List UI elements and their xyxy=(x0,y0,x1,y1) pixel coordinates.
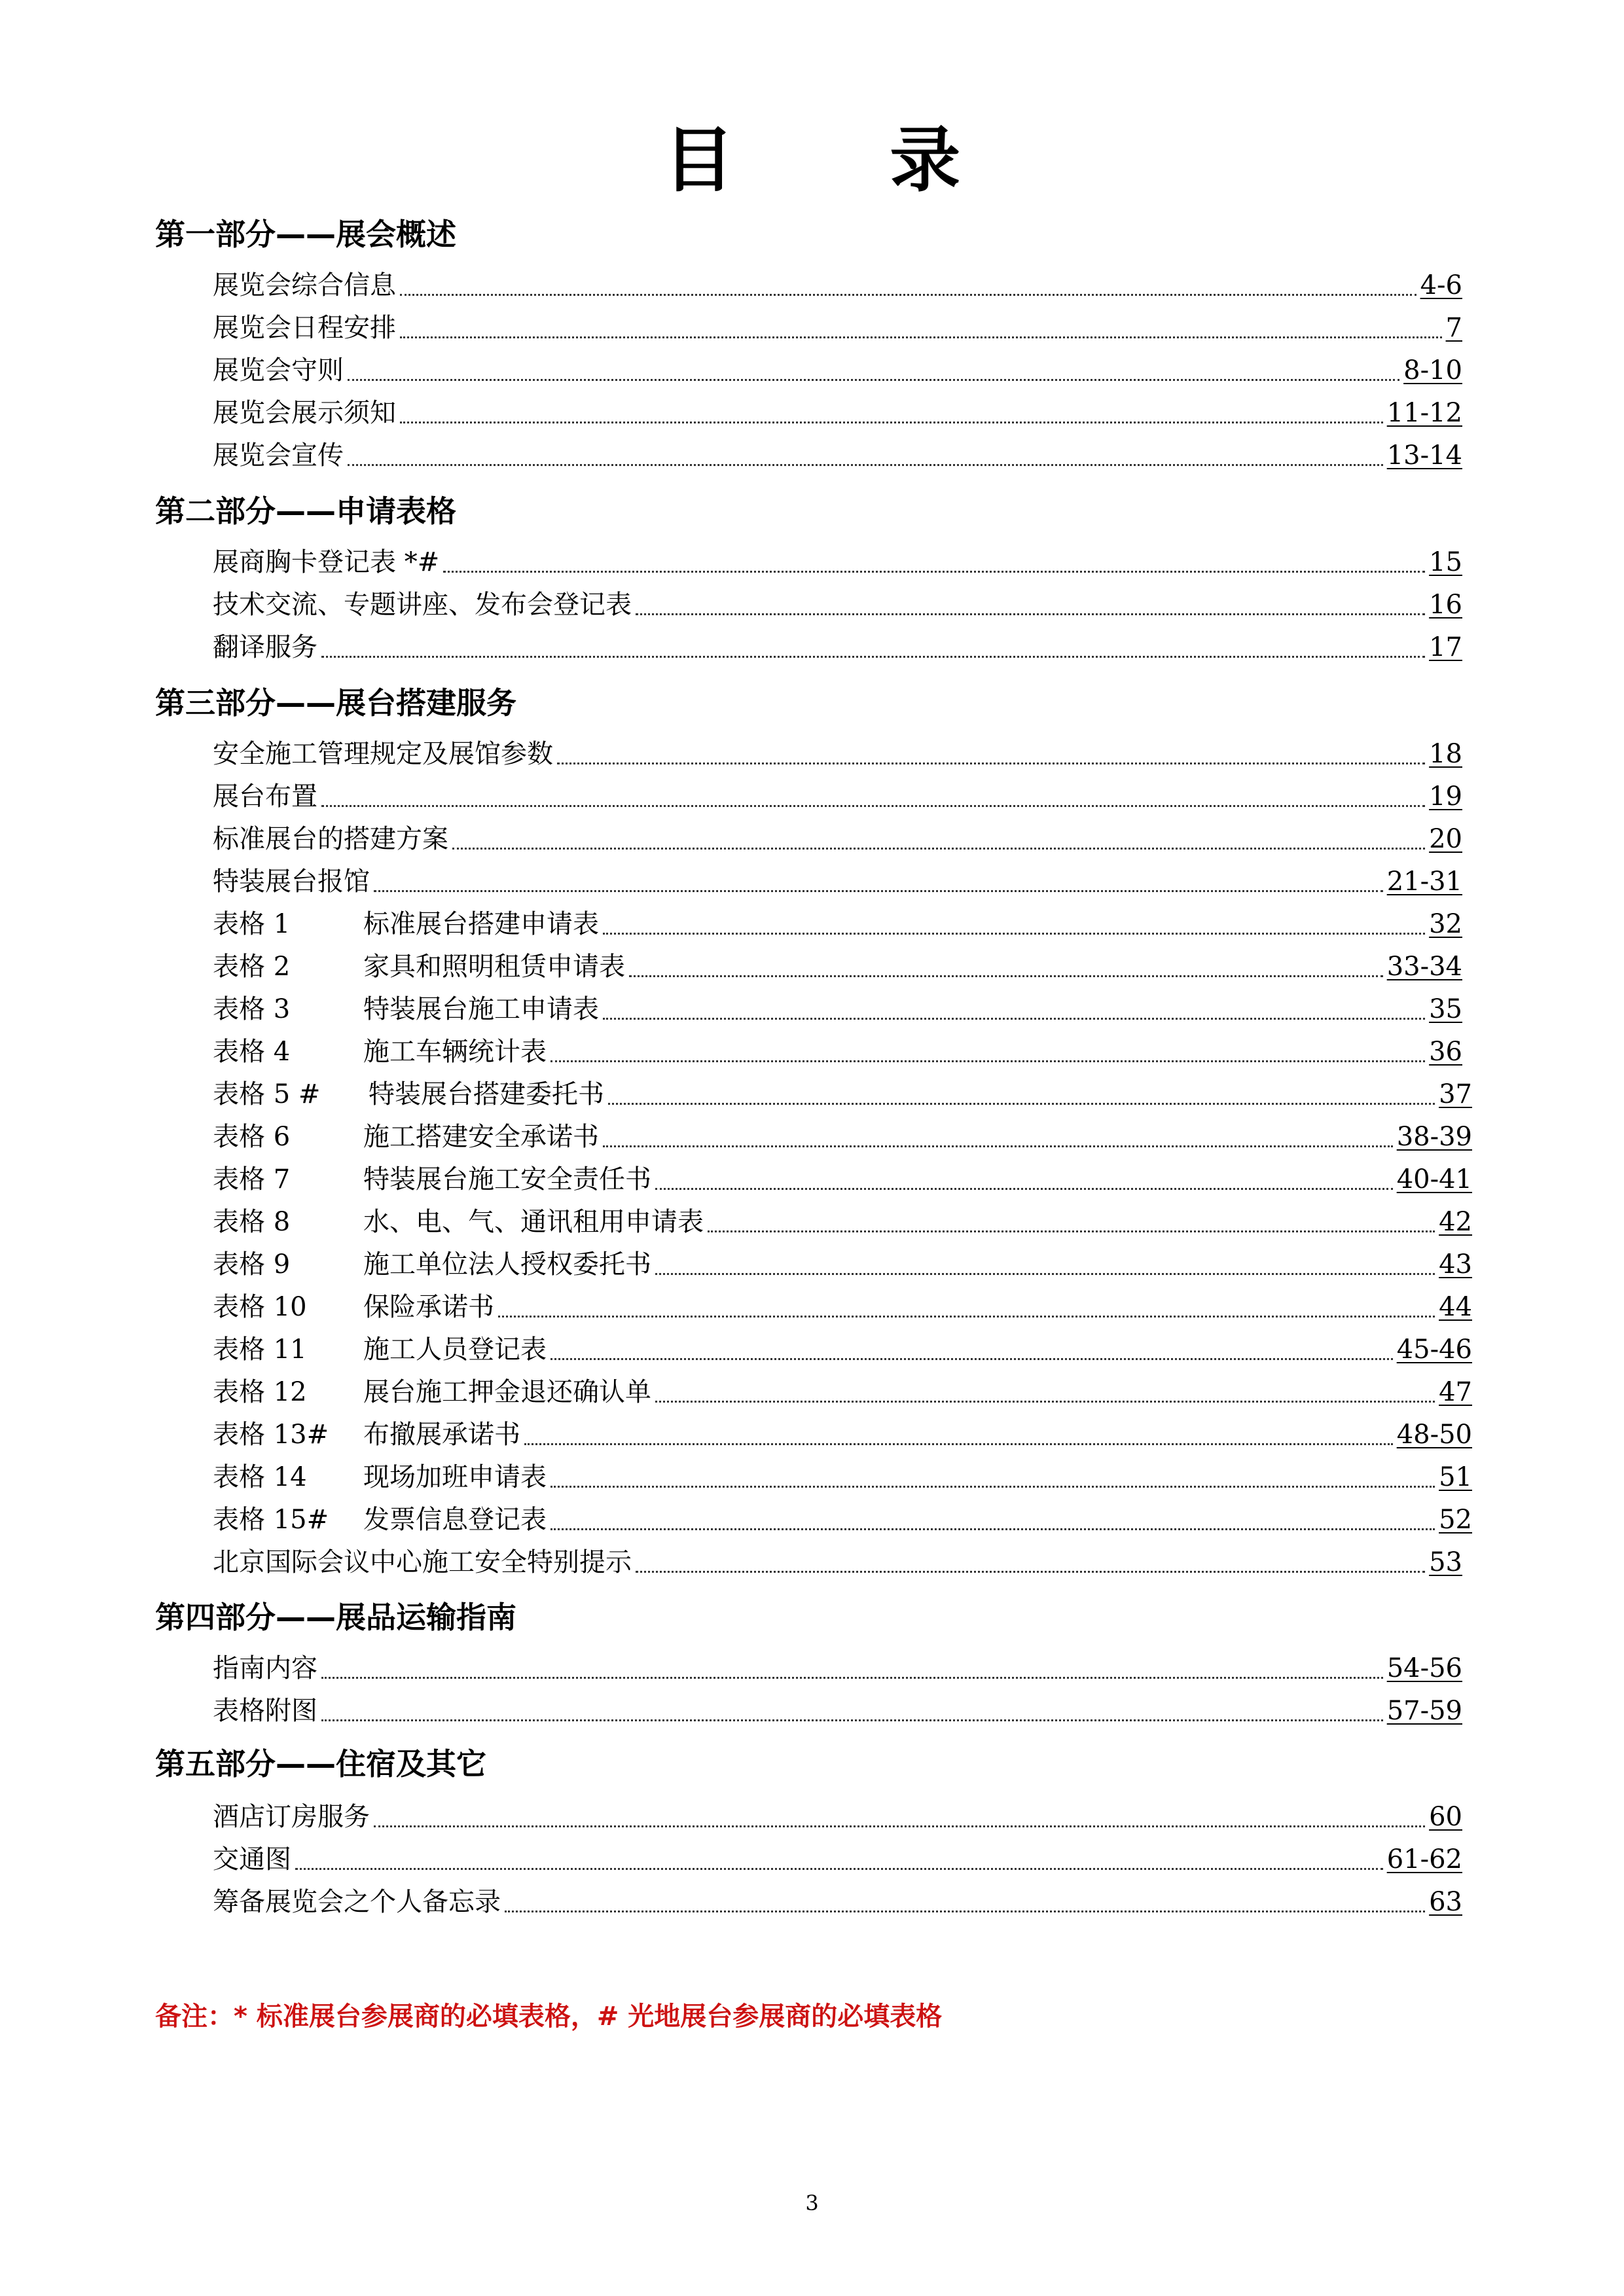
entry-label: 展览会宣传 xyxy=(213,440,344,471)
entry-page: 60 xyxy=(1429,1802,1462,1832)
entry-page: 21-31 xyxy=(1386,867,1462,897)
entry-label: 水、电、气、通讯租用申请表 xyxy=(363,1207,704,1237)
entry-label: 翻译服务 xyxy=(213,632,317,662)
toc-entry[interactable] xyxy=(213,268,1462,302)
form-number: 表格 4 xyxy=(213,1037,291,1067)
entry-label: 展台施工押金退还确认单 xyxy=(363,1377,651,1407)
section-heading-2: 第二部分——申请表格 xyxy=(155,493,456,529)
form-number: 表格 9 xyxy=(213,1249,291,1280)
entry-label: 安全施工管理规定及展馆参数 xyxy=(213,739,553,769)
toc-entry-form[interactable] xyxy=(213,907,1462,941)
form-number: 表格 3 xyxy=(213,994,291,1024)
toc-entry[interactable] xyxy=(213,396,1462,430)
section-heading-1: 第一部分——展会概述 xyxy=(155,217,456,252)
form-number: 表格 1 xyxy=(213,909,291,939)
dot-leader xyxy=(443,571,1425,573)
entry-page: 42 xyxy=(1439,1207,1472,1237)
entry-page: 20 xyxy=(1429,824,1462,854)
toc-entry-form[interactable] xyxy=(213,1120,1472,1154)
dot-leader xyxy=(550,1060,1425,1062)
toc-entry[interactable] xyxy=(213,865,1462,899)
dot-leader xyxy=(655,1401,1435,1403)
entry-label: 发票信息登记表 xyxy=(363,1505,547,1535)
entry-page: 16 xyxy=(1429,590,1462,620)
dot-leader xyxy=(452,848,1425,850)
entry-label: 酒店订房服务 xyxy=(213,1802,370,1832)
entry-label: 施工搭建安全承诺书 xyxy=(363,1122,599,1152)
entry-page: 54-56 xyxy=(1386,1653,1462,1683)
entry-page: 53 xyxy=(1429,1547,1462,1577)
section-heading-3: 第三部分——展台搭建服务 xyxy=(155,685,516,721)
entry-page: 61-62 xyxy=(1386,1844,1462,1874)
entry-page: 13-14 xyxy=(1386,440,1462,471)
toc-entry-form[interactable] xyxy=(213,1035,1462,1069)
entry-page: 44 xyxy=(1439,1292,1472,1322)
entry-label: 展览会展示须知 xyxy=(213,398,396,428)
toc-entry[interactable] xyxy=(213,353,1462,387)
dot-leader xyxy=(603,1145,1393,1147)
entry-label: 施工人员登记表 xyxy=(363,1335,547,1365)
entry-page: 63 xyxy=(1429,1887,1462,1917)
toc-entry-form[interactable] xyxy=(213,1375,1472,1409)
dot-leader xyxy=(636,613,1425,615)
toc-entry-form[interactable] xyxy=(213,1418,1472,1452)
form-number: 表格 2 xyxy=(213,952,291,982)
dot-leader xyxy=(524,1443,1393,1445)
entry-page: 38-39 xyxy=(1396,1122,1472,1152)
toc-entry[interactable] xyxy=(213,1651,1462,1685)
dot-leader xyxy=(550,1486,1435,1488)
entry-page: 48-50 xyxy=(1396,1420,1472,1450)
toc-entry-form[interactable] xyxy=(213,1503,1472,1537)
entry-page: 35 xyxy=(1429,994,1462,1024)
toc-entry[interactable] xyxy=(213,780,1462,814)
form-number: 表格 5 # xyxy=(213,1079,321,1109)
dot-leader xyxy=(348,464,1383,466)
toc-entry[interactable] xyxy=(213,588,1462,622)
entry-label: 展览会守则 xyxy=(213,355,344,386)
form-number: 表格 11 xyxy=(213,1335,307,1365)
dot-leader xyxy=(400,294,1416,296)
dot-leader xyxy=(400,422,1383,423)
entry-label: 交通图 xyxy=(213,1844,291,1874)
entry-label: 标准展台的搭建方案 xyxy=(213,824,448,854)
entry-label: 家具和照明租赁申请表 xyxy=(363,952,625,982)
entry-page: 36 xyxy=(1429,1037,1462,1067)
dot-leader xyxy=(629,975,1383,977)
page-title: 目 录 xyxy=(663,119,1026,202)
entry-label: 施工单位法人授权委托书 xyxy=(363,1249,651,1280)
entry-page: 43 xyxy=(1439,1249,1472,1280)
entry-label: 布撤展承诺书 xyxy=(363,1420,520,1450)
entry-page: 19 xyxy=(1429,781,1462,812)
page-number: 3 xyxy=(805,2191,819,2215)
toc-entry[interactable] xyxy=(213,1842,1462,1876)
entry-label: 标准展台搭建申请表 xyxy=(363,909,599,939)
entry-page: 7 xyxy=(1445,313,1462,343)
toc-entry-form[interactable] xyxy=(213,992,1462,1026)
dot-leader xyxy=(321,805,1425,807)
dot-leader xyxy=(708,1230,1435,1232)
entry-page: 40-41 xyxy=(1396,1164,1472,1194)
toc-entry-form[interactable] xyxy=(213,950,1462,984)
toc-entry[interactable] xyxy=(213,822,1462,856)
toc-entry[interactable] xyxy=(213,545,1462,579)
entry-label: 特装展台搭建委托书 xyxy=(369,1079,604,1109)
form-number: 表格 10 xyxy=(213,1292,307,1322)
form-number: 表格 7 xyxy=(213,1164,291,1194)
toc-entry-form[interactable] xyxy=(213,1162,1472,1196)
entry-page: 15 xyxy=(1429,547,1462,577)
dot-leader xyxy=(550,1358,1393,1360)
form-number: 表格 13# xyxy=(213,1420,329,1450)
toc-entry[interactable] xyxy=(213,1885,1462,1919)
dot-leader xyxy=(321,1677,1383,1679)
dot-leader xyxy=(636,1571,1425,1573)
entry-label: 筹备展览会之个人备忘录 xyxy=(213,1887,501,1917)
dot-leader xyxy=(348,379,1399,381)
toc-entry[interactable] xyxy=(213,630,1462,664)
entry-page: 33-34 xyxy=(1386,952,1462,982)
entry-page: 8-10 xyxy=(1403,355,1462,386)
entry-label: 表格附图 xyxy=(213,1696,317,1726)
dot-leader xyxy=(557,762,1425,764)
dot-leader xyxy=(655,1188,1393,1190)
section-heading-5: 第五部分——住宿及其它 xyxy=(155,1746,486,1782)
footnote-remark: 备注：* 标准展台参展商的必填表格，# 光地展台参展商的必填表格 xyxy=(155,2001,943,2032)
toc-entry-form[interactable] xyxy=(213,1290,1472,1324)
entry-page: 47 xyxy=(1439,1377,1472,1407)
entry-label: 展览会综合信息 xyxy=(213,270,396,300)
entry-label: 现场加班申请表 xyxy=(363,1462,547,1492)
entry-page: 51 xyxy=(1439,1462,1472,1492)
toc-entry[interactable] xyxy=(213,1694,1462,1728)
entry-label: 特装展台施工安全责任书 xyxy=(363,1164,651,1194)
entry-page: 11-12 xyxy=(1386,398,1462,428)
entry-label: 特装展台施工申请表 xyxy=(363,994,599,1024)
entry-page: 52 xyxy=(1439,1505,1472,1535)
form-number: 表格 8 xyxy=(213,1207,291,1237)
dot-leader xyxy=(603,933,1425,935)
dot-leader xyxy=(608,1103,1435,1105)
entry-label: 技术交流、专题讲座、发布会登记表 xyxy=(213,590,632,620)
entry-label: 保险承诺书 xyxy=(363,1292,494,1322)
form-number: 表格 6 xyxy=(213,1122,291,1152)
dot-leader xyxy=(400,336,1442,338)
toc-entry[interactable] xyxy=(213,1545,1462,1579)
entry-page: 18 xyxy=(1429,739,1462,769)
dot-leader xyxy=(603,1018,1425,1020)
form-number: 表格 12 xyxy=(213,1377,307,1407)
dot-leader xyxy=(550,1528,1435,1530)
toc-entry-form[interactable] xyxy=(213,1460,1472,1494)
entry-label: 展台布置 xyxy=(213,781,317,812)
toc-entry-form[interactable] xyxy=(213,1333,1472,1367)
entry-page: 32 xyxy=(1429,909,1462,939)
entry-label: 北京国际会议中心施工安全特别提示 xyxy=(213,1547,632,1577)
toc-entry-form[interactable] xyxy=(213,1077,1472,1111)
dot-leader xyxy=(505,1910,1425,1912)
toc-entry-form[interactable] xyxy=(213,1247,1472,1282)
entry-label: 特装展台报馆 xyxy=(213,867,370,897)
dot-leader xyxy=(295,1868,1383,1870)
entry-page: 17 xyxy=(1429,632,1462,662)
dot-leader xyxy=(374,890,1383,892)
toc-entry[interactable] xyxy=(213,1800,1462,1834)
entry-page: 45-46 xyxy=(1396,1335,1472,1365)
form-number: 表格 14 xyxy=(213,1462,307,1492)
toc-entry-form[interactable] xyxy=(213,1205,1472,1239)
dot-leader xyxy=(655,1273,1435,1275)
entry-label: 指南内容 xyxy=(213,1653,317,1683)
toc-entry[interactable] xyxy=(213,311,1462,345)
entry-page: 4-6 xyxy=(1420,270,1462,300)
dot-leader xyxy=(321,1719,1383,1721)
dot-leader xyxy=(374,1825,1425,1827)
entry-page: 37 xyxy=(1439,1079,1472,1109)
dot-leader xyxy=(321,656,1425,658)
entry-label: 展商胸卡登记表 *# xyxy=(213,547,440,577)
toc-entry[interactable] xyxy=(213,439,1462,473)
section-heading-4: 第四部分——展品运输指南 xyxy=(155,1600,516,1635)
entry-label: 展览会日程安排 xyxy=(213,313,396,343)
form-number: 表格 15# xyxy=(213,1505,329,1535)
entry-page: 57-59 xyxy=(1386,1696,1462,1726)
toc-entry[interactable] xyxy=(213,737,1462,771)
entry-label: 施工车辆统计表 xyxy=(363,1037,547,1067)
dot-leader xyxy=(498,1316,1435,1318)
